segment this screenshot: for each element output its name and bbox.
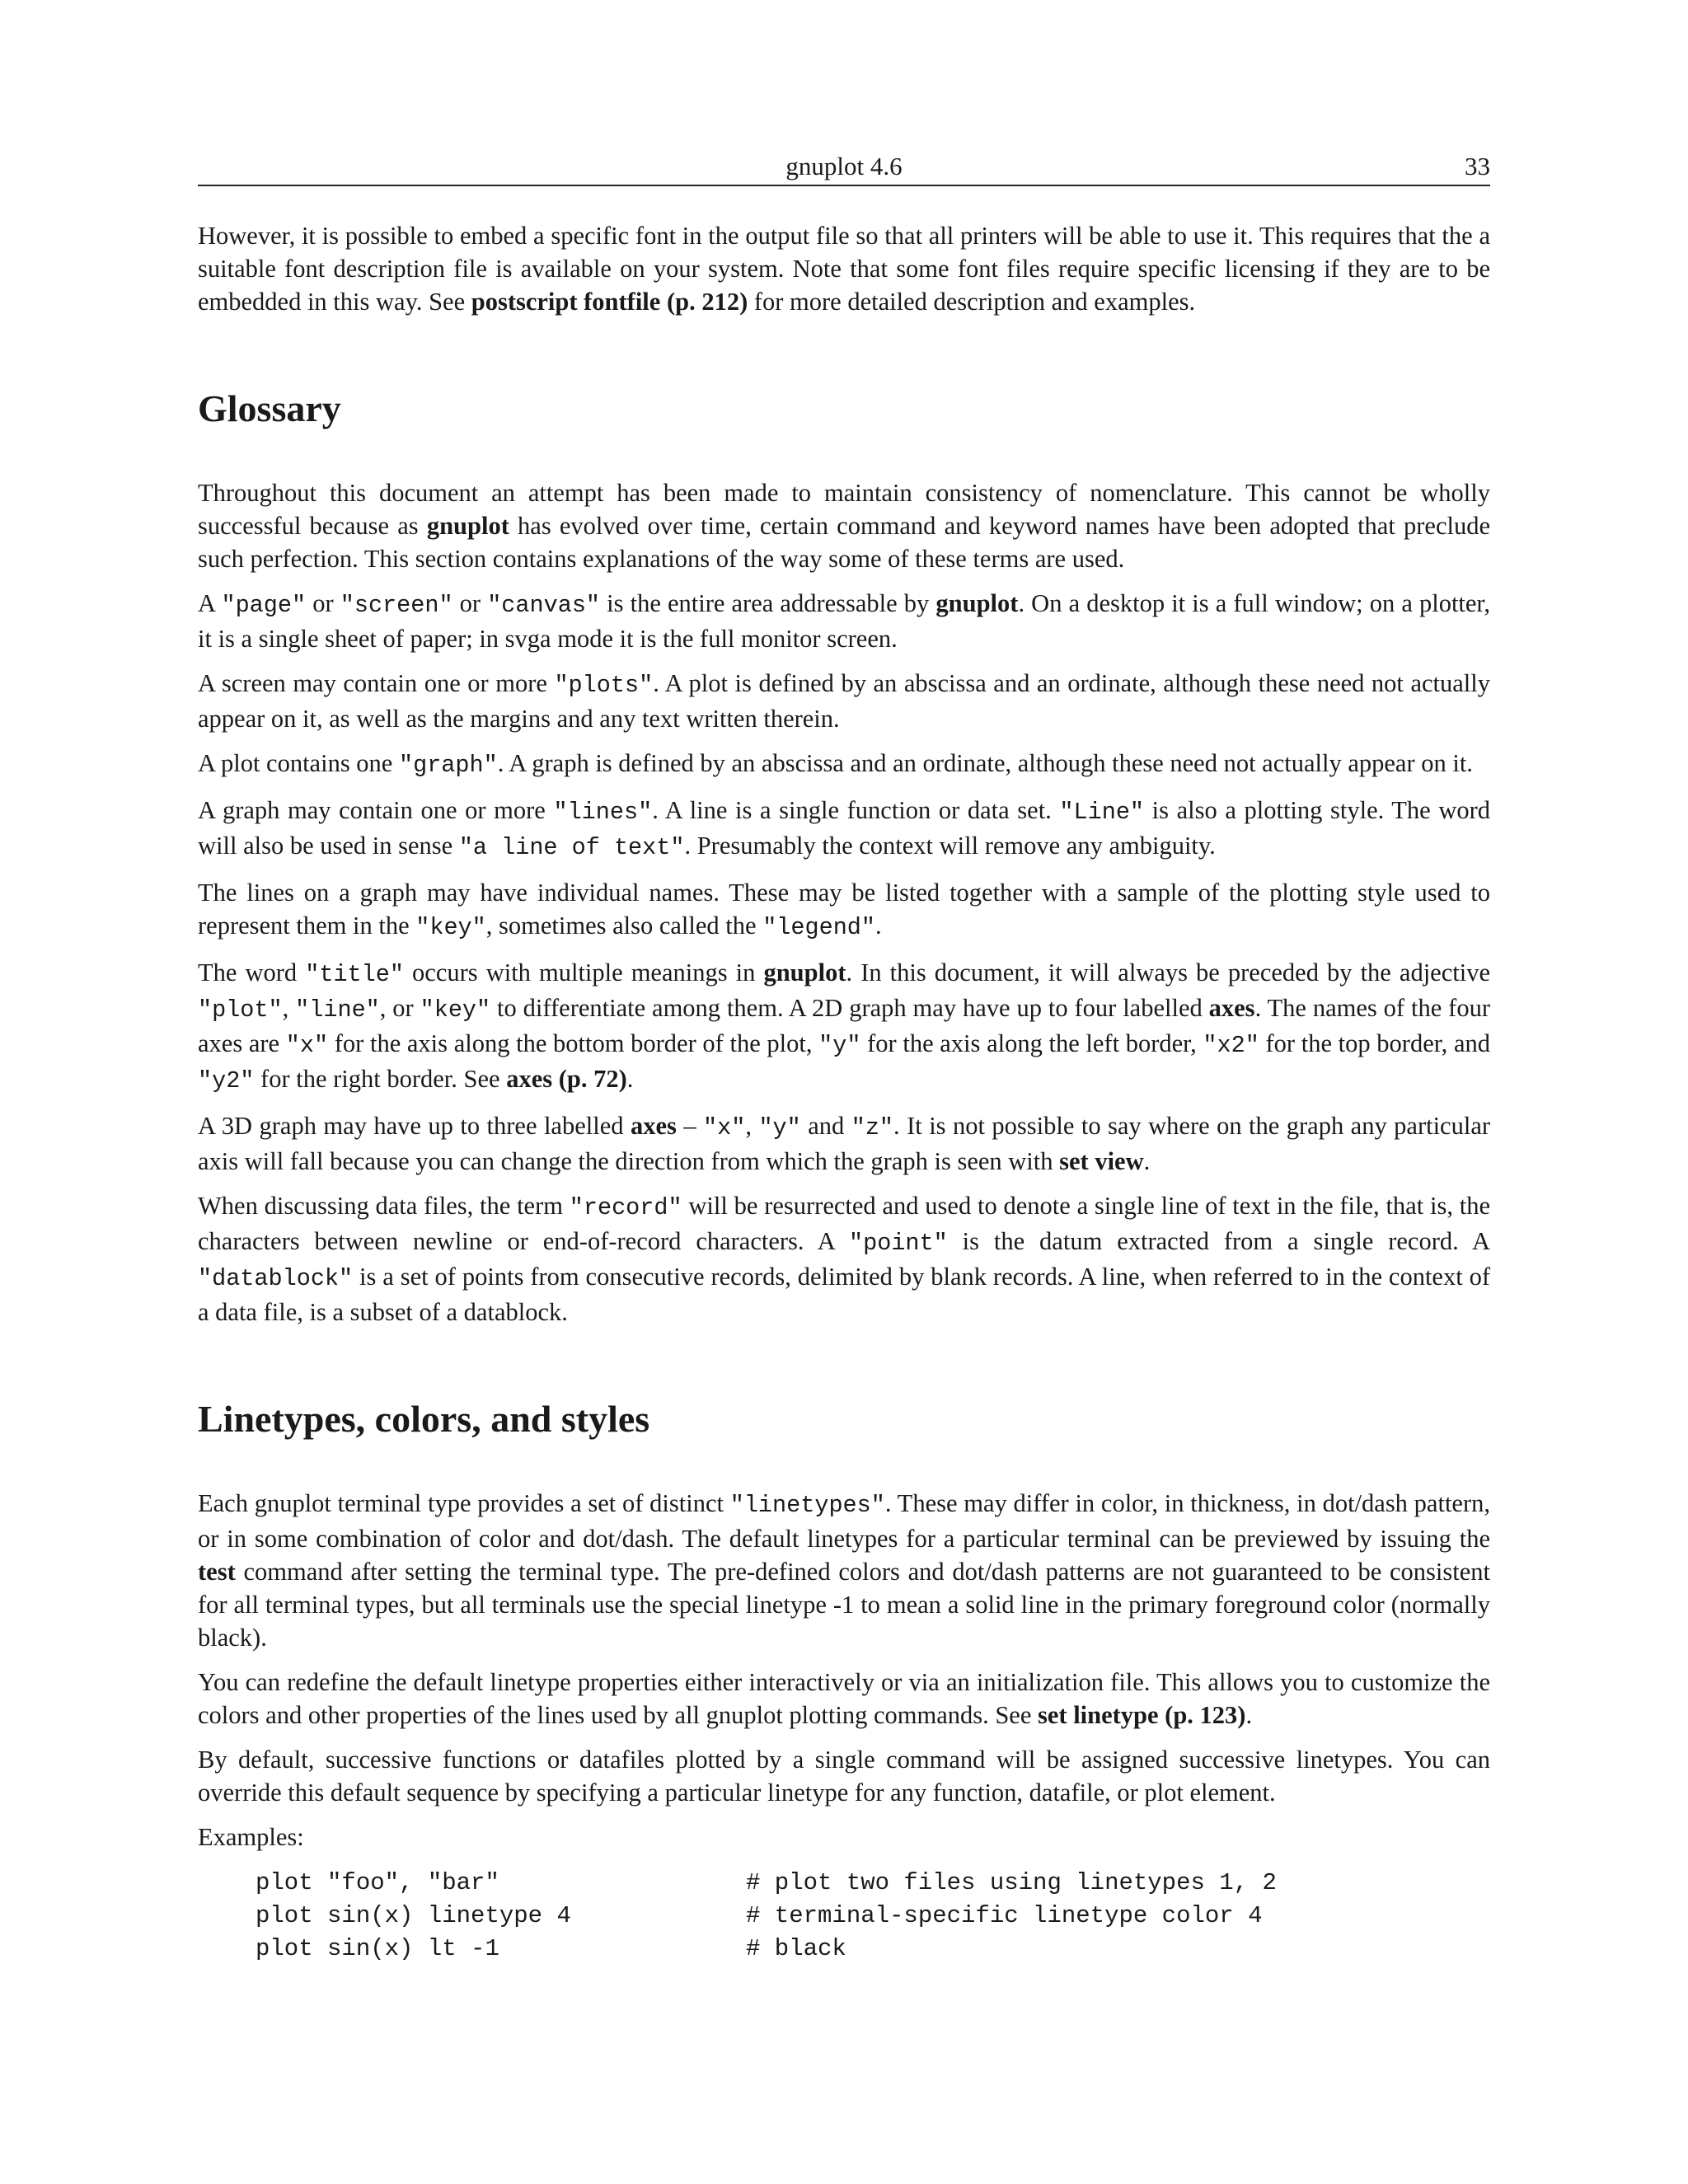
glossary-paragraph-2: A "page" or "screen" or "canvas" is the entire area addressable by gnuplot. On a desktop it is a full window; on a plotter, it is a single sheet of paper; in svga mode it is the full monitor screen.: [198, 589, 1490, 653]
code-command: plot "foo", "bar": [256, 1869, 499, 1896]
xref-axes[interactable]: axes (p. 72): [506, 1065, 627, 1093]
intro-paragraph: However, it is possible to embed a specific font in the output file so that all printers will be able to use it. This requires that the a suitable font description file is available on your system. Note that some font files require specific licensing if they are to be embedded in this way. See postscript fontfile (p. 212) for more detailed description and examples.: [198, 222, 1490, 316]
xref-postscript-fontfile[interactable]: postscript fontfile (p. 212): [471, 288, 748, 316]
code-comment: # plot two files using linetypes 1, 2: [746, 1869, 1277, 1896]
document-page: [198, 148, 1490, 1966]
section-heading-linetypes: Linetypes, colors, and styles: [198, 1398, 650, 1440]
code-line: [256, 1900, 1490, 1933]
glossary-paragraph-9: When discussing data files, the term "record" will be resurrected and used to denote a single line of text in the file, that is, the characters between newline or end-of-record characters. A "point" is the datum extracted from a single record. A "datablock" is a set of points from consecutive records, delimited by blank records. A line, when referred to in the context of a data file, is a subset of a datablock.: [198, 1192, 1491, 1326]
code-line: [256, 1867, 1490, 1900]
code-comment: # black: [746, 1935, 846, 1962]
glossary-paragraph-3: A screen may contain one or more "plots". A plot is defined by an abscissa and an ordinate, although these need not actually appear on it, as well as the margins and any text written therein.: [198, 669, 1490, 733]
page-number: 33: [1465, 152, 1490, 180]
code-command: plot sin(x) linetype 4: [256, 1902, 571, 1929]
linetypes-paragraph-1: Each gnuplot terminal type provides a set of distinct "linetypes". These may differ in color, in thickness, in dot/dash pattern, or in some combination of color and dot/dash. The default linetypes for a particular terminal can be previewed by issuing the test command after setting the terminal type. The pre-defined colors and dot/dash patterns are not guaranteed to be consistent for all terminal types, but all terminals use the special linetype -1 to mean a solid line in the primary foreground color (normally black).: [198, 1489, 1490, 1652]
code-example-block: [256, 1867, 1490, 1966]
code-comment: # terminal-specific linetype color 4: [746, 1902, 1263, 1929]
section-heading-glossary: Glossary: [198, 387, 341, 429]
glossary-paragraph-1: Throughout this document an attempt has been made to maintain consistency of nomenclature. This cannot be wholly successful because as gnuplot has evolved over time, certain command and keyword names have been adopted that preclude such perfection. This section contains explanations of the way some of these terms are used.: [198, 479, 1490, 573]
xref-set-view[interactable]: set view: [1059, 1147, 1144, 1175]
glossary-paragraph-8: A 3D graph may have up to three labelled axes – "x", "y" and "z". It is not possible to say where on the graph any particular axis will fall because you can change the direction from which the graph is seen with set view.: [198, 1112, 1491, 1175]
glossary-paragraph-5: A graph may contain one or more "lines". A line is a single function or data set. "Line" is also a plotting style. The word will also be used in sense "a line of text". Presumably the context will remove any ambiguity.: [198, 796, 1491, 861]
glossary-paragraph-7: The word "title" occurs with multiple meanings in gnuplot. In this document, it will always be preceded by the adjective "plot", "line", or "key" to differentiate among them. A 2D graph may have up to four labelled axes. The names of the four axes are "x" for the axis along the bottom border of the plot, "y" for the axis along the left border, "x2" for the top border, and "y2" for the right border. See axes (p. 72).: [198, 958, 1490, 1094]
glossary-paragraph-4: A plot contains one "graph". A graph is defined by an abscissa and an ordinate, although these need not actually appear on it.: [198, 749, 1473, 779]
linetypes-paragraph-3: By default, successive functions or datafiles plotted by a single command will be assigned successive linetypes. You can override this default sequence by specifying a particular linetype for any function, datafile, or plot element.: [198, 1746, 1490, 1807]
examples-label: Examples:: [198, 1823, 304, 1851]
code-command: plot sin(x) lt -1: [256, 1935, 499, 1962]
linetypes-paragraph-2: You can redefine the default linetype properties either interactively or via an initialization file. This allows you to customize the colors and other properties of the lines used by all gnuplot plotting commands. See set linetype (p. 123).: [198, 1668, 1490, 1729]
header-title: gnuplot 4.6: [785, 152, 903, 180]
code-line: [256, 1933, 1490, 1966]
xref-set-linetype[interactable]: set linetype (p. 123): [1038, 1701, 1246, 1729]
page-header: [198, 148, 1490, 186]
glossary-paragraph-6: The lines on a graph may have individual names. These may be listed together with a sample of the plotting style used to represent them in the "key", sometimes also called the "legend".: [198, 879, 1490, 941]
